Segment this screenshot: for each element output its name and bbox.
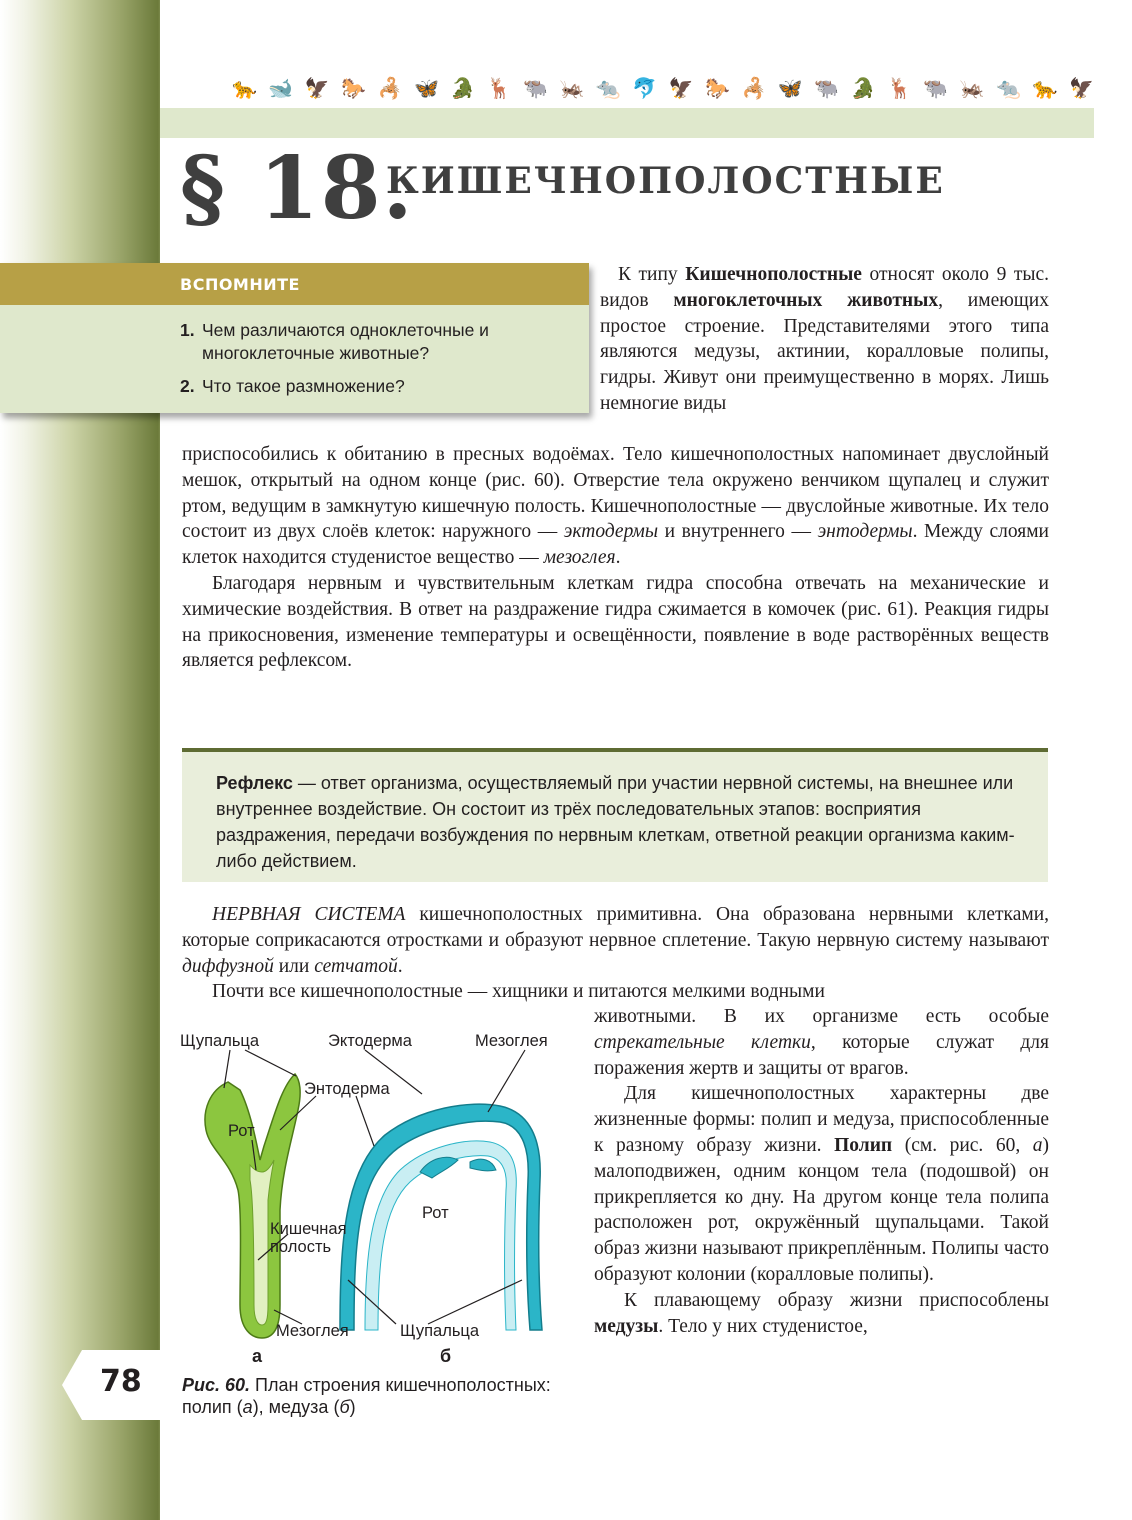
- animal-silhouette-icon: 🦅: [1068, 76, 1094, 100]
- page-gutter: [0, 0, 160, 1520]
- animal-silhouette-icon: 🐆: [232, 76, 257, 100]
- animal-silhouette-icon: 🦗: [959, 76, 985, 100]
- definition-text: — ответ организма, осуществляемый при участии нервной системы, на внешнее или внутреннее воздействие. Он состоит из трёх последовательных этапов: восприятия раздражения, передачи возбуждения по нервным клеткам, ответной реакции организма каким-либо действием.: [216, 773, 1015, 871]
- predators-first-line: Почти все кишечнополостные — хищники и питаются мелкими водными: [212, 981, 825, 1003]
- animal-silhouette-icon: 🦗: [559, 76, 585, 100]
- label-mouth-b: Рот: [422, 1204, 449, 1222]
- intro-continuation: приспособились к обитанию в пресных водоёмах. Тело кишечнополостных напоминает двуслойный мешок, открытый на одном конце (рис. 60). Отверстие тела окружено венчиком щупалец и служит ртом, ведущим в замкнутую кишечную полость. Кишечнополостные — двуслойные животные. Их тело состоит из двух слоёв клеток: наружного — эктодермы и внутреннего — энтодермы. Между слоями клеток находится студенистое вещество — мезоглея.: [182, 444, 1049, 569]
- caption-label: Рис. 60.: [182, 1375, 251, 1395]
- label-mesoglea-bottom: Мезоглея: [276, 1322, 349, 1340]
- nervous-system-text: [182, 902, 1049, 1005]
- label-cavity-2: полость: [270, 1238, 332, 1256]
- animal-silhouette-icon: 🐀: [996, 76, 1022, 100]
- animal-silhouette-icon: 🦂: [377, 76, 403, 100]
- recall-question: [180, 319, 569, 365]
- predators-paragraph: животными. В их организме есть особые стрекательные клетки, которые служат для поражения жертв и защиты от врагов.: [594, 1006, 1049, 1079]
- page-number: 78: [100, 1364, 142, 1399]
- question-number: 1.: [180, 320, 195, 340]
- recall-heading: ВСПОМНИТЕ: [0, 263, 589, 305]
- animal-silhouette-icon: 🐎: [341, 76, 367, 100]
- right-column-text: [594, 1004, 1049, 1339]
- question-number: 2.: [180, 376, 195, 396]
- nervous-paragraph: НЕРВНАЯ СИСТЕМА кишечнополостных примитивна. Она образована нервными клетками, которые соприкасаются отростками и образуют нервное сплетение. Такую нервную систему называют диффузной или сетчатой.: [182, 904, 1050, 977]
- recall-question: [180, 375, 569, 398]
- definition-box: [182, 748, 1048, 882]
- label-letter-b: б: [440, 1346, 452, 1366]
- animal-strip: [232, 72, 1094, 104]
- reflex-paragraph: Благодаря нервным и чувствительным клеткам гидра способна отвечать на механические и химические воздействия. В ответ на раздражение гидра сжимается в комочек (рис. 61). Реакция гидры на прикосновения, изменение температуры и освещённости, появление в воде растворённых веществ является рефлексом.: [182, 572, 1049, 672]
- animal-silhouette-icon: 🦋: [777, 76, 803, 100]
- animal-silhouette-icon: 🐊: [850, 76, 876, 100]
- label-ectoderm: Эктодерма: [328, 1032, 412, 1050]
- label-mesoglea-top: Мезоглея: [475, 1032, 548, 1050]
- animal-silhouette-icon: 🐃: [814, 76, 840, 100]
- animal-silhouette-icon: 🐎: [705, 76, 730, 100]
- paragraph-number: § 18.: [180, 138, 415, 239]
- intro-paragraph: К типу Кишечнополостные относят около 9 тыс. видов многоклеточных животных, имеющих простое строение. Представителями этого типа являются медузы, актинии, коралловые полипы, гидры. Живут они преимущественно в морях. Лишь немногие виды: [600, 264, 1049, 414]
- label-mouth-a: Рот: [228, 1122, 255, 1140]
- animal-silhouette-icon: 🦌: [486, 76, 512, 100]
- polyp-diagram: [205, 1074, 300, 1338]
- figure-caption: Рис. 60. План строения кишечнополостных: полип (а), медуза (б): [182, 1375, 551, 1417]
- header-band: [160, 108, 1094, 138]
- label-tentacles-a: Щупальца: [180, 1032, 260, 1050]
- label-letter-a: а: [252, 1346, 263, 1366]
- animal-silhouette-icon: 🐆: [1032, 76, 1058, 100]
- recall-questions: [0, 305, 589, 398]
- animal-silhouette-icon: 🐀: [595, 76, 621, 100]
- life-forms-paragraph: Для кишечнополостных характерны две жизненные формы: полип и медуза, приспособленные к разному образу жизни. Полип (см. рис. 60, а) малоподвижен, одним концом тела (подошвой) он прикрепляется ко дну. На другом конце тела полипа расположен рот, окружённый щупальцами. Такой образ жизни называют прикреплённым. Полипы часто образуют колонии (коралловые полипы).: [594, 1083, 1049, 1285]
- animal-silhouette-icon: 🦌: [887, 76, 912, 100]
- chapter-title: КИШЕЧНОПОЛОСТНЫЕ: [386, 160, 945, 202]
- animal-silhouette-icon: 🐃: [523, 76, 549, 100]
- animal-silhouette-icon: 🐋: [268, 76, 294, 100]
- label-tentacles-b: Щупальца: [400, 1322, 480, 1340]
- question-text: Что такое размножение?: [202, 376, 405, 396]
- recall-box: [0, 263, 589, 413]
- animal-silhouette-icon: 🐊: [450, 76, 476, 100]
- animal-silhouette-icon: 🦅: [668, 76, 694, 100]
- animal-silhouette-icon: 🦅: [304, 76, 330, 100]
- question-text: Чем различаются одноклеточные и многоклеточные животные?: [202, 320, 489, 363]
- main-text: [182, 442, 1049, 674]
- animal-silhouette-icon: 🦂: [741, 76, 767, 100]
- label-cavity-1: Кишечная: [270, 1220, 347, 1238]
- figure-60: [170, 1030, 570, 1370]
- animal-silhouette-icon: 🐬: [632, 76, 658, 100]
- animal-silhouette-icon: 🐃: [923, 76, 949, 100]
- label-endoderm: Энтодерма: [304, 1080, 390, 1098]
- animal-silhouette-icon: 🦋: [413, 76, 439, 100]
- medusa-paragraph: К плавающему образу жизни приспособлены медузы. Тело у них студенистое,: [594, 1289, 1049, 1337]
- definition-term: Рефлекс: [216, 773, 293, 793]
